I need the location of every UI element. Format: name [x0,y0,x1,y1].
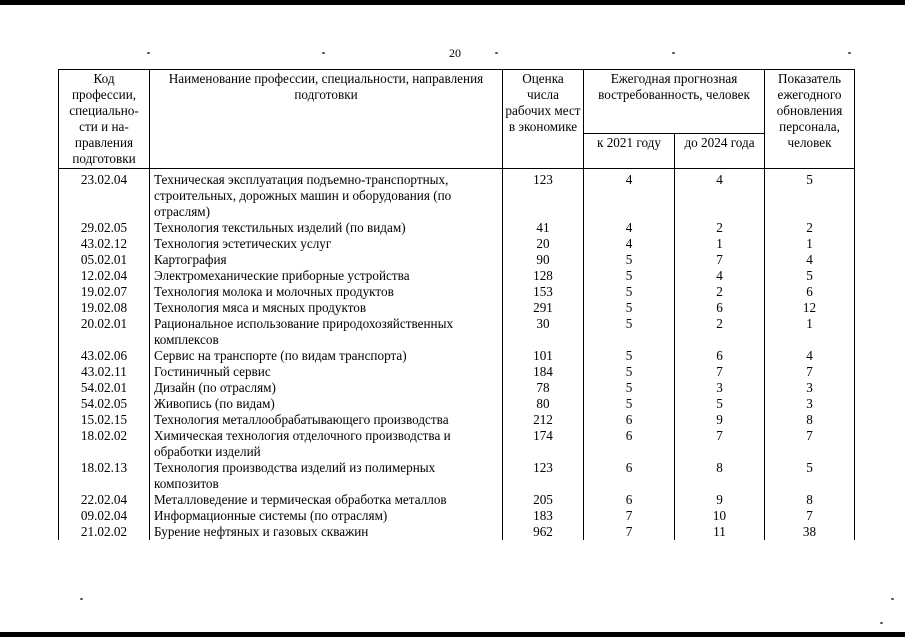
cell-name: Металловедение и термическая обработка металлов [150,492,503,508]
table-body [59,169,855,541]
cell-forecast-2024: 8 [675,460,765,492]
table-row [59,412,855,428]
table-row [59,300,855,316]
cell-code: 54.02.01 [59,380,150,396]
cell-estimate: 184 [503,364,584,380]
cell-forecast-2024: 6 [675,348,765,364]
cell-estimate: 80 [503,396,584,412]
cell-renewal: 6 [765,284,855,300]
cell-code: 43.02.12 [59,236,150,252]
cell-code: 54.02.05 [59,396,150,412]
cell-forecast-2024: 2 [675,220,765,236]
cell-code: 19.02.08 [59,300,150,316]
cell-name: Электромеханические приборные устройства [150,268,503,284]
table-row [59,252,855,268]
table-row [59,524,855,540]
table-row [59,169,855,221]
cell-estimate: 20 [503,236,584,252]
cell-code: 23.02.04 [59,169,150,221]
scan-speck [848,52,851,54]
cell-renewal: 3 [765,380,855,396]
cell-forecast-2024: 6 [675,300,765,316]
cell-estimate: 212 [503,412,584,428]
cell-forecast-2021: 5 [584,300,675,316]
cell-estimate: 101 [503,348,584,364]
cell-forecast-2021: 5 [584,284,675,300]
cell-estimate: 30 [503,316,584,348]
cell-code: 19.02.07 [59,284,150,300]
cell-forecast-2021: 5 [584,380,675,396]
cell-estimate: 291 [503,300,584,316]
cell-renewal: 4 [765,252,855,268]
cell-renewal: 5 [765,268,855,284]
scan-speck [891,598,894,600]
cell-forecast-2024: 11 [675,524,765,540]
cell-renewal: 7 [765,428,855,460]
top-border-line [0,0,905,5]
cell-code: 15.02.15 [59,412,150,428]
table-row [59,348,855,364]
bottom-border-line [0,632,905,637]
cell-name: Бурение нефтяных и газовых скважин [150,524,503,540]
table-row [59,220,855,236]
cell-name: Живопись (по видам) [150,396,503,412]
cell-forecast-2021: 6 [584,492,675,508]
cell-forecast-2024: 4 [675,169,765,221]
table-header [59,70,855,169]
cell-forecast-2024: 5 [675,396,765,412]
header-estimate: Оценка числа рабочих мест в экономике [503,70,584,169]
table-row [59,364,855,380]
table-row [59,492,855,508]
cell-code: 43.02.06 [59,348,150,364]
cell-name: Технология текстильных изделий (по видам) [150,220,503,236]
cell-forecast-2021: 5 [584,396,675,412]
cell-forecast-2024: 10 [675,508,765,524]
cell-forecast-2024: 2 [675,316,765,348]
cell-code: 29.02.05 [59,220,150,236]
cell-name: Технология металлообрабатывающего производства [150,412,503,428]
cell-code: 20.02.01 [59,316,150,348]
cell-estimate: 123 [503,169,584,221]
cell-forecast-2021: 6 [584,460,675,492]
cell-code: 18.02.13 [59,460,150,492]
cell-estimate: 183 [503,508,584,524]
header-forecast: Ежегодная прогнозная востребованность, человек [584,70,765,134]
cell-estimate: 962 [503,524,584,540]
cell-estimate: 123 [503,460,584,492]
cell-renewal: 1 [765,316,855,348]
cell-estimate: 128 [503,268,584,284]
header-code: Код профессии, специально-сти и на-правления подготовки [59,70,150,169]
cell-forecast-2021: 5 [584,364,675,380]
cell-name: Рациональное использование природохозяйственных комплексов [150,316,503,348]
cell-forecast-2021: 6 [584,428,675,460]
cell-forecast-2021: 5 [584,252,675,268]
scan-speck [672,52,675,54]
table-row [59,236,855,252]
cell-code: 43.02.11 [59,364,150,380]
cell-code: 22.02.04 [59,492,150,508]
table-row [59,284,855,300]
table-row [59,428,855,460]
table-row [59,396,855,412]
cell-renewal: 1 [765,236,855,252]
cell-renewal: 3 [765,396,855,412]
cell-forecast-2024: 3 [675,380,765,396]
cell-name: Сервис на транспорте (по видам транспорта) [150,348,503,364]
cell-name: Информационные системы (по отраслям) [150,508,503,524]
cell-forecast-2024: 7 [675,428,765,460]
cell-renewal: 4 [765,348,855,364]
cell-name: Техническая эксплуатация подъемно-транспортных, строительных, дорожных машин и оборудования (по отраслям) [150,169,503,221]
cell-renewal: 38 [765,524,855,540]
professions-table [58,69,855,540]
cell-forecast-2024: 7 [675,252,765,268]
table-row [59,380,855,396]
cell-code: 12.02.04 [59,268,150,284]
cell-forecast-2021: 7 [584,524,675,540]
cell-estimate: 78 [503,380,584,396]
header-forecast-2021: к 2021 году [584,134,675,169]
cell-name: Технология мяса и мясных продуктов [150,300,503,316]
table-row [59,316,855,348]
cell-forecast-2024: 2 [675,284,765,300]
cell-renewal: 7 [765,508,855,524]
header-name: Наименование профессии, специальности, направления подготовки [150,70,503,169]
cell-forecast-2021: 4 [584,169,675,221]
scan-speck [495,52,498,54]
scan-speck [322,52,325,54]
cell-estimate: 205 [503,492,584,508]
cell-name: Гостиничный сервис [150,364,503,380]
header-forecast-2024: до 2024 года [675,134,765,169]
cell-renewal: 5 [765,460,855,492]
cell-code: 09.02.04 [59,508,150,524]
cell-forecast-2021: 5 [584,268,675,284]
cell-forecast-2021: 4 [584,236,675,252]
cell-forecast-2021: 6 [584,412,675,428]
cell-renewal: 7 [765,364,855,380]
cell-forecast-2024: 7 [675,364,765,380]
table-row [59,268,855,284]
cell-name: Технология эстетических услуг [150,236,503,252]
table-row [59,508,855,524]
cell-estimate: 41 [503,220,584,236]
cell-estimate: 174 [503,428,584,460]
cell-name: Технология производства изделий из полимерных композитов [150,460,503,492]
page-number: 20 [449,46,461,60]
scan-speck [880,622,883,624]
cell-forecast-2024: 9 [675,412,765,428]
cell-renewal: 12 [765,300,855,316]
cell-forecast-2024: 1 [675,236,765,252]
cell-renewal: 8 [765,412,855,428]
cell-forecast-2021: 4 [584,220,675,236]
cell-name: Химическая технология отделочного производства и обработки изделий [150,428,503,460]
scan-speck [80,598,83,600]
cell-name: Картография [150,252,503,268]
cell-estimate: 90 [503,252,584,268]
cell-renewal: 2 [765,220,855,236]
cell-forecast-2021: 5 [584,348,675,364]
cell-forecast-2021: 5 [584,316,675,348]
cell-code: 21.02.02 [59,524,150,540]
cell-renewal: 5 [765,169,855,221]
cell-estimate: 153 [503,284,584,300]
scan-speck [147,52,150,54]
cell-forecast-2021: 7 [584,508,675,524]
table-row [59,460,855,492]
cell-code: 05.02.01 [59,252,150,268]
cell-forecast-2024: 4 [675,268,765,284]
cell-renewal: 8 [765,492,855,508]
cell-code: 18.02.02 [59,428,150,460]
cell-name: Дизайн (по отраслям) [150,380,503,396]
cell-name: Технология молока и молочных продуктов [150,284,503,300]
cell-forecast-2024: 9 [675,492,765,508]
header-renewal: Показатель ежегодного обновления персонала, человек [765,70,855,169]
